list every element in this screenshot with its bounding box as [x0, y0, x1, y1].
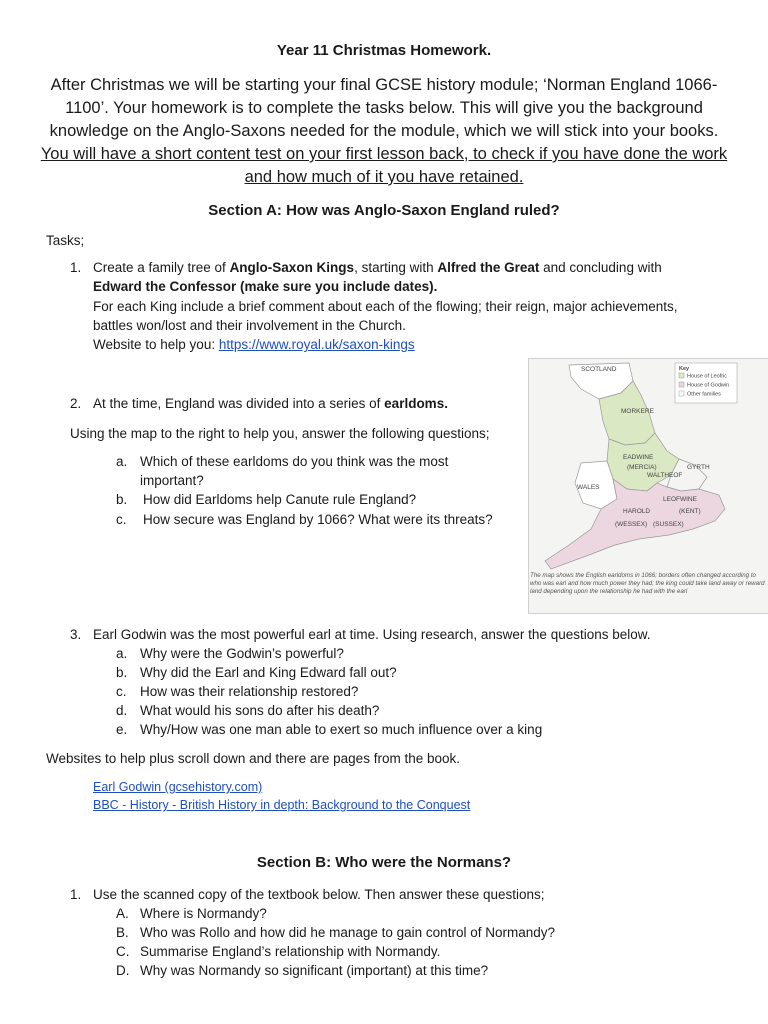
task3-c-letter: c. [116, 684, 127, 699]
key-swatch-godwin [679, 382, 684, 387]
label-leofwine: LEOFWINE [663, 496, 697, 503]
section-b-a-text: Where is Normandy? [140, 906, 267, 921]
section-b-d-text: Why was Normandy so significant (important) at this time? [140, 963, 489, 978]
section-b-c-text: Summarise England’s relationship with Normandy. [140, 944, 441, 959]
task1-line2 [93, 277, 437, 296]
task2-intro [93, 394, 448, 413]
section-b-b-text: Who was Rollo and how did he manage to gain control of Normandy? [140, 925, 555, 940]
label-waltheof: WALTHEOF [647, 472, 683, 479]
task2-a-letter: a. [116, 454, 128, 469]
task2-bold-earldoms: earldoms. [384, 396, 448, 411]
key-label-other: Other families [687, 391, 721, 398]
task1-bold-kings: Anglo-Saxon Kings [229, 260, 355, 275]
task1-bold-edward: Edward the Confessor (make sure you include dates). [93, 279, 438, 294]
websites-note: Websites to help plus scroll down and there are pages from the book. [46, 751, 460, 766]
task1-line1 [93, 258, 733, 277]
label-wessex: (WESSEX) [615, 521, 648, 528]
label-kent: (KENT) [679, 508, 701, 515]
section-b-d-letter: D. [116, 963, 130, 978]
map-key-title: Key [679, 366, 690, 372]
task1-text-a: Create a family tree of [93, 260, 230, 275]
task2-number: 2. [70, 396, 82, 411]
task3-a-text: Why were the Godwin’s powerful? [140, 646, 344, 661]
task3-e-letter: e. [116, 722, 128, 737]
task2-c-text: How secure was England by 1066? What were its threats? [143, 512, 493, 527]
task1-text-c: and concluding with [539, 260, 662, 275]
task1-text-b: , starting with [354, 260, 438, 275]
section-b-task1-intro: Use the scanned copy of the textbook below. Then answer these questions; [93, 887, 545, 902]
task1-bold-alfred: Alfred the Great [437, 260, 540, 275]
link-earl-godwin-wrap [93, 778, 262, 796]
key-label-godwin: House of Godwin [687, 382, 730, 389]
task3-intro: Earl Godwin was the most powerful earl at time. Using research, answer the questions below. [93, 627, 651, 642]
task1-line4: battles won/lost and their involvement in the Church. [93, 318, 406, 333]
task1-website [93, 335, 415, 354]
label-sussex: (SUSSEX) [653, 521, 684, 528]
section-b-b-letter: B. [116, 925, 129, 940]
map-caption: The map shows the English earldoms in 1066; borders often changed according to who was earl and how much power they had; the king could take land away or reward land depending upon the relationship he had with the earl [530, 572, 765, 595]
task2-b-text: How did Earldoms help Canute rule England? [143, 492, 417, 507]
label-harold: HAROLD [623, 508, 651, 515]
label-scotland: SCOTLAND [581, 366, 617, 373]
task3-number: 3. [70, 627, 82, 642]
label-mercia: (MERCIA) [627, 464, 657, 471]
key-swatch-other [679, 391, 684, 396]
task3-d-letter: d. [116, 703, 128, 718]
section-a-heading: Section A: How was Anglo-Saxon England ruled? [208, 202, 560, 219]
intro-text: After Christmas we will be starting your final GCSE history module; ‘Norman England 1066-1100’. Your homework is to complete the tasks below. This will give you the background knowledge on the Anglo-Saxons needed for the module, which we will stick into your books. [49, 76, 719, 140]
key-label-leofric: House of Leofric [687, 373, 728, 380]
task1-website-label: Website to help you: [93, 337, 219, 352]
task2-b-letter: b. [116, 492, 128, 507]
intro-paragraph [40, 74, 728, 189]
page-title: Year 11 Christmas Homework. [276, 42, 492, 59]
task2-instruction: Using the map to the right to help you, answer the following questions; [70, 426, 490, 441]
task3-b-text: Why did the Earl and King Edward fall out? [140, 665, 397, 680]
task3-d-text: What would his sons do after his death? [140, 703, 380, 718]
section-b-c-letter: C. [116, 944, 130, 959]
task3-e-text: Why/How was one man able to exert so much influence over a king [140, 722, 543, 737]
task3-b-letter: b. [116, 665, 128, 680]
section-b-task1-number: 1. [70, 887, 82, 902]
royal-saxon-kings-link[interactable]: https://www.royal.uk/saxon-kings [218, 337, 415, 352]
key-swatch-leofric [679, 373, 684, 378]
task1-number: 1. [70, 260, 82, 275]
intro-underlined-text: You will have a short content test on your first lesson back, to check if you have done the work and how much of it you have retained. [40, 145, 728, 186]
label-morkere: MORKERE [621, 408, 654, 415]
earl-godwin-link[interactable]: Earl Godwin (gcsehistory.com) [93, 780, 263, 794]
task2-c-letter: c. [116, 512, 127, 527]
task2-a-text: Which of these earldoms do you think was the most [140, 454, 449, 469]
label-eadwine: EADWINE [623, 454, 654, 461]
task3-c-text: How was their relationship restored? [140, 684, 359, 699]
task3-a-letter: a. [116, 646, 128, 661]
task2-a-text-cont: important? [140, 473, 204, 488]
link-bbc-wrap [93, 796, 470, 814]
label-gyrth: GYRTH [687, 464, 710, 471]
task2-text: At the time, England was divided into a series of [93, 396, 385, 411]
section-b-heading: Section B: Who were the Normans? [256, 854, 512, 871]
tasks-label: Tasks; [46, 233, 85, 248]
section-b-a-letter: A. [116, 906, 129, 921]
task1-line3: For each King include a brief comment about each of the flowing; their reign, major achievements, [93, 299, 678, 314]
bbc-history-link[interactable]: BBC - History - British History in depth: Background to the Conquest [93, 798, 471, 812]
label-wales: WALES [577, 484, 600, 491]
